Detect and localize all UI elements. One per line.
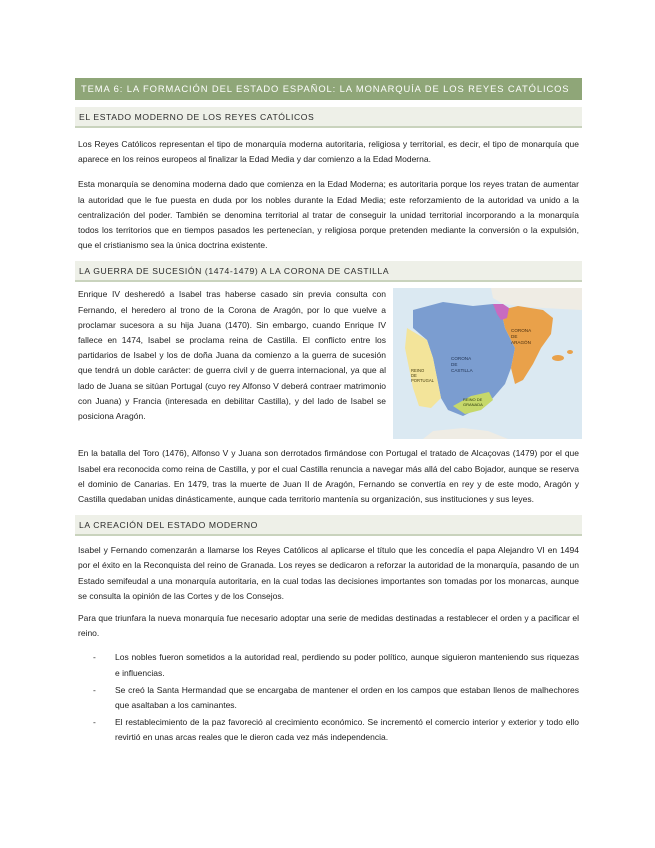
paragraph: Isabel y Fernando comenzarán a llamarse los Reyes Católicos al aplicarse el título que les concedía el papa Alejandro VI en 1494 por el éxito en la Reconquista del reino de Granada. Los reyes se dedicaron a reforzar la autoridad de la monarquía, pasando de un Estado semifeudal a una monarquía autoritaria, en la cual todas las decisiones importantes son tomadas por los monarcas, aunque se consulta la opinión de las Cortes y de los Consejos. (78, 545, 579, 601)
section-heading-creacion-estado: LA CREACIÓN DEL ESTADO MODERNO (75, 515, 582, 536)
label-portugal-l1: REINO (411, 368, 425, 374)
label-castilla-l3: CASTILLA (451, 368, 473, 374)
iberia-map (393, 288, 582, 439)
label-aragon-l1: CORONA (511, 328, 531, 334)
label-aragon-l3: ARAGÓN (511, 340, 531, 346)
section-heading-guerra-sucesion: LA GUERRA DE SUCESIÓN (1474-1479) A LA CORONA DE CASTILLA (75, 261, 582, 282)
label-portugal-l2: DE (411, 373, 417, 379)
paragraph: Enrique IV desheredó a Isabel tras haberse casado sin previa consulta con Fernando, el heredero al trono de la Corona de Aragón, por lo que vuelve a proclamar sucesora a su hija Juana (1470). Sin embargo, cuando Enrique IV fallece en 1474, Isabel se proclama reina de Castilla. El conflicto entre los partidarios de Isabel y los de doña Juana da comienzo a la guerra de sucesión que tendrá un doble carácter: de guerra civil y de guerra internacional, ya que al lado de Juana se sitúan Portugal (cuyo rey Alfonso V deberá contraer matrimonio con Juana) y Francia (interesada en debilitar Castilla), y del lado de Isabel se posiciona Aragón. (78, 289, 386, 422)
list-item-text: El restablecimiento de la paz favoreció al crecimiento económico. Se incrementó el comercio interior y exterior y todo ello revirtió en unas arcas reales que le dieron cada vez más independencia. (115, 717, 579, 743)
menorca-island (567, 350, 573, 354)
paragraph: Para que triunfara la nueva monarquía fue necesario adoptar una serie de medidas destinadas a restablecer el orden y a pacificar el reino. (78, 613, 579, 639)
label-castilla-l1: CORONA (451, 356, 471, 362)
paragraph: Esta monarquía se denomina moderna dado que comienza en la Edad Moderna; es autoritaria porque los reyes tratan de aumentar la autoridad que le fue puesta en duda por los nobles durante la Edad Media; este reforzamiento de la autoridad va unido a la centralización del poder. También se denomina territorial al tratar de conseguir la unidad territorial incorporando a la monarquía todos los territorios que en tiempos pasados les pertenecían, y religiosa porque pretenden mediante la conversión o la expulsión, que el cristianismo sea la única doctrina existente. (78, 179, 579, 251)
label-granada (463, 397, 483, 407)
list-item-text: Los nobles fueron sometidos a la autoridad real, perdiendo su poder político, aunque siguieron manteniendo sus riquezas e influencias. (115, 652, 579, 678)
document-page (75, 78, 582, 748)
bullet-marker: - (93, 717, 96, 728)
iberia-map-svg (393, 288, 582, 439)
war-content (75, 287, 582, 445)
label-aragon-l2: DE (511, 334, 518, 340)
paragraph: En la batalla del Toro (1476), Alfonso V y Juana son derrotados firmándose con Portugal el tratado de Alcaçovas (1479) por el que Isabel era reconocida como reina de Castilla, y por el cual Castilla renuncia a navegar más allá del cabo Bojador, aunque se reserva el dominio de Canarias. En 1479, tras la muerte de Juan II de Aragón, Fernando se convertía en rey y de este modo, Aragón y Castilla quedaban unidas dinásticamente, aunque cada territorio mantenía su organización, sus instituciones y sus leyes. (78, 448, 579, 505)
list-item (75, 715, 582, 745)
label-castilla-l2: DE (451, 362, 458, 368)
paragraph: Los Reyes Católicos representan el tipo de monarquía moderna autoritaria, religiosa y territorial, es decir, el tipo de monarquía que aparece en los reinos europeos al finalizar la Edad Media y dar comienzo a la Edad Moderna. (78, 139, 579, 165)
measures-list (75, 650, 582, 745)
topic-banner: TEMA 6: LA FORMACIÓN DEL ESTADO ESPAÑOL: LA MONARQUÍA DE LOS REYES CATÓLICOS (75, 78, 582, 100)
label-granada-l1: REINO DE (463, 397, 483, 403)
list-item (75, 650, 582, 680)
baleares-island (552, 355, 564, 361)
label-granada-l2: GRANADA (463, 402, 483, 408)
section-heading-estado-moderno: EL ESTADO MODERNO DE LOS REYES CATÓLICOS (75, 107, 582, 128)
bullet-marker: - (93, 684, 96, 695)
list-item-text: Se creó la Santa Hermandad que se encargaba de mantener el orden en los campos que estaban llenos de malhechores que asaltaban a los caminantes. (115, 684, 579, 711)
list-item (75, 683, 582, 713)
bullet-marker: - (93, 652, 96, 663)
label-portugal-l3: PORTUGAL (411, 378, 434, 384)
